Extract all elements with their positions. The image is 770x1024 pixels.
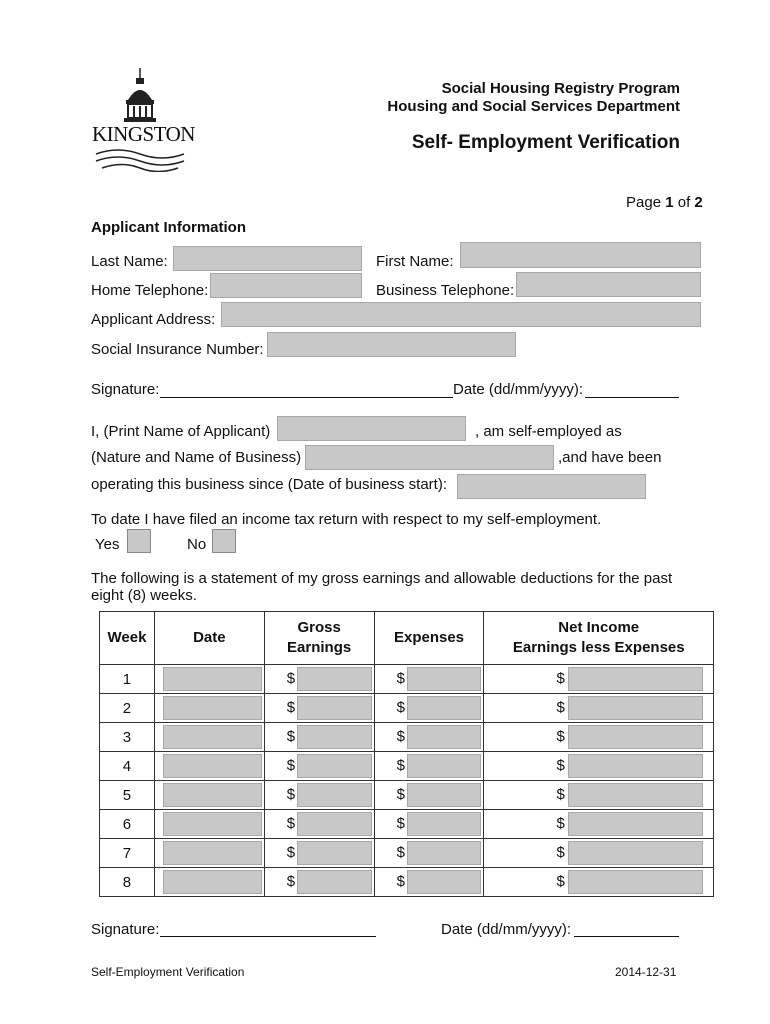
currency-symbol: $ <box>396 670 405 687</box>
net-income-field[interactable] <box>568 696 703 720</box>
week-cell <box>100 839 155 868</box>
gross-cell <box>264 694 374 723</box>
expenses-field[interactable] <box>407 696 482 720</box>
self-employed-as: , am self-employed as <box>475 423 622 440</box>
date-cell <box>154 665 264 694</box>
gross-cell <box>264 781 374 810</box>
currency-symbol: $ <box>396 815 405 832</box>
net-income-cell <box>484 781 714 810</box>
date-field[interactable] <box>163 754 262 778</box>
print-name-label: I, (Print Name of Applicant) <box>91 423 271 440</box>
net-income-cell <box>484 839 714 868</box>
currency-symbol: $ <box>286 670 296 687</box>
net-income-field[interactable] <box>568 725 703 749</box>
last-name-label: Last Name: <box>91 253 168 270</box>
week-cell <box>100 694 155 723</box>
program-name: Social Housing Registry Program <box>441 80 680 97</box>
date-cell <box>154 781 264 810</box>
week-number: 4 <box>122 757 132 775</box>
currency-symbol: $ <box>286 728 296 745</box>
date-label: Date (dd/mm/yyyy): <box>453 381 584 398</box>
currency-symbol: $ <box>556 786 565 803</box>
date-cell <box>154 723 264 752</box>
date-header-text: Date <box>193 629 226 646</box>
table-row <box>100 868 714 897</box>
gross-cell <box>264 839 374 868</box>
table-row <box>100 810 714 839</box>
date-line[interactable] <box>585 397 679 398</box>
net-header-line1: Net Income <box>558 619 640 636</box>
expenses-field[interactable] <box>407 754 482 778</box>
net-header-line2: Earnings less Expenses <box>512 639 685 656</box>
date-cell <box>154 694 264 723</box>
print-name-field[interactable] <box>277 416 466 441</box>
business-phone-field[interactable] <box>516 272 701 297</box>
expenses-cell <box>374 781 484 810</box>
signature-line[interactable] <box>160 397 453 398</box>
expenses-field[interactable] <box>407 725 482 749</box>
gross-cell <box>264 723 374 752</box>
gross-earnings-field[interactable] <box>297 841 372 865</box>
week-cell <box>100 723 155 752</box>
net-income-field[interactable] <box>568 667 703 691</box>
net-income-field[interactable] <box>568 841 703 865</box>
earnings-intro-line1: The following is a statement of my gross earnings and allowable deductions for the past <box>91 570 673 587</box>
home-phone-label: Home Telephone: <box>91 282 209 299</box>
currency-symbol: $ <box>556 728 565 745</box>
currency-symbol: $ <box>286 786 296 803</box>
table-row <box>100 752 714 781</box>
week-cell <box>100 810 155 839</box>
gross-header-line1: Gross <box>297 619 341 636</box>
yes-checkbox[interactable] <box>127 529 151 553</box>
table-row <box>100 781 714 810</box>
applicant-heading: Applicant Information <box>91 219 246 236</box>
bottom-date-label: Date (dd/mm/yyyy): <box>441 921 572 938</box>
net-income-field[interactable] <box>568 783 703 807</box>
bottom-signature-line[interactable] <box>160 936 376 937</box>
earnings-intro-line2: eight (8) weeks. <box>91 587 197 604</box>
week-number: 1 <box>122 670 132 688</box>
expenses-cell <box>374 839 484 868</box>
page-indicator <box>626 194 703 212</box>
address-label: Applicant Address: <box>91 311 216 328</box>
currency-symbol: $ <box>556 699 565 716</box>
currency-symbol: $ <box>286 815 296 832</box>
week-number: 2 <box>122 699 132 717</box>
table-row <box>100 839 714 868</box>
page-prefix: Page <box>626 194 662 211</box>
week-number: 5 <box>122 786 132 804</box>
page-title: Self- Employment Verification <box>411 132 680 153</box>
currency-symbol: $ <box>556 757 565 774</box>
gross-cell <box>264 752 374 781</box>
date-header <box>154 612 264 665</box>
signature-label: Signature: <box>91 381 160 398</box>
tax-return-statement: To date I have filed an income tax return with respect to my self-employment. <box>91 511 602 528</box>
currency-symbol: $ <box>556 873 565 890</box>
week-number: 3 <box>122 728 132 746</box>
sin-label: Social Insurance Number: <box>91 341 264 358</box>
currency-symbol: $ <box>286 757 296 774</box>
week-cell <box>100 868 155 897</box>
net-income-cell <box>484 810 714 839</box>
week-number: 6 <box>122 815 132 833</box>
bottom-date-line[interactable] <box>574 936 679 937</box>
date-field[interactable] <box>163 667 262 691</box>
expenses-field[interactable] <box>407 870 482 894</box>
department-name: Housing and Social Services Department <box>387 98 680 115</box>
net-income-field[interactable] <box>568 754 703 778</box>
gross-earnings-field[interactable] <box>297 812 372 836</box>
date-cell <box>154 839 264 868</box>
and-have-been: ,and have been <box>558 449 662 466</box>
gross-earnings-field[interactable] <box>297 696 372 720</box>
date-field[interactable] <box>163 870 262 894</box>
operating-since-label: operating this business since (Date of business start): <box>91 476 448 493</box>
expenses-cell <box>374 665 484 694</box>
last-name-field[interactable] <box>173 246 362 271</box>
currency-symbol: $ <box>396 786 405 803</box>
gross-cell <box>264 810 374 839</box>
first-name-label: First Name: <box>376 253 454 270</box>
gross-earnings-field[interactable] <box>297 725 372 749</box>
first-name-field[interactable] <box>460 242 701 268</box>
currency-symbol: $ <box>396 844 405 861</box>
expenses-cell <box>374 694 484 723</box>
date-cell <box>154 810 264 839</box>
date-field[interactable] <box>163 783 262 807</box>
table-row <box>100 723 714 752</box>
currency-symbol: $ <box>396 873 405 890</box>
table-header-row <box>100 612 714 665</box>
currency-symbol: $ <box>556 815 565 832</box>
business-phone-label: Business Telephone: <box>376 282 515 299</box>
week-header-text: Week <box>107 629 147 646</box>
footer-form-date: 2014-12-31 <box>615 965 677 979</box>
gross-earnings-field[interactable] <box>297 754 372 778</box>
page-current: 1 <box>665 194 674 211</box>
yes-label: Yes <box>95 536 120 553</box>
logo-wordmark: KINGSTON <box>92 122 195 146</box>
no-label: No <box>187 536 207 553</box>
page-of: of <box>677 194 691 211</box>
week-cell <box>100 665 155 694</box>
gross-earnings-header <box>264 612 374 665</box>
currency-symbol: $ <box>396 728 405 745</box>
expenses-field[interactable] <box>407 841 482 865</box>
table-row <box>100 694 714 723</box>
net-income-cell <box>484 665 714 694</box>
bottom-signature-label: Signature: <box>91 921 160 938</box>
gross-earnings-field[interactable] <box>297 870 372 894</box>
week-cell <box>100 752 155 781</box>
currency-symbol: $ <box>556 670 565 687</box>
no-checkbox[interactable] <box>212 529 236 553</box>
net-income-cell <box>484 752 714 781</box>
currency-symbol: $ <box>286 699 296 716</box>
expenses-cell <box>374 810 484 839</box>
gross-cell <box>264 665 374 694</box>
expenses-cell <box>374 723 484 752</box>
currency-symbol: $ <box>286 873 296 890</box>
home-phone-field[interactable] <box>210 273 362 298</box>
expenses-field[interactable] <box>407 812 482 836</box>
expenses-header-text: Expenses <box>393 629 465 646</box>
net-income-cell <box>484 723 714 752</box>
business-label: (Nature and Name of Business) <box>91 449 302 466</box>
earnings-table <box>99 611 714 897</box>
table-row <box>100 665 714 694</box>
net-income-field[interactable] <box>568 812 703 836</box>
currency-symbol: $ <box>396 699 405 716</box>
net-income-field[interactable] <box>568 870 703 894</box>
business-start-field[interactable] <box>457 474 646 499</box>
currency-symbol: $ <box>396 757 405 774</box>
city-hall-dome-icon <box>88 66 193 172</box>
net-income-cell <box>484 868 714 897</box>
business-field[interactable] <box>305 445 554 470</box>
footer-form-name: Self-Employment Verification <box>91 965 245 979</box>
week-number: 7 <box>122 844 132 862</box>
gross-cell <box>264 868 374 897</box>
page-total: 2 <box>694 194 703 211</box>
kingston-logo <box>88 66 193 172</box>
gross-earnings-field[interactable] <box>297 667 372 691</box>
week-cell <box>100 781 155 810</box>
date-field[interactable] <box>163 841 262 865</box>
week-number: 8 <box>122 873 132 891</box>
week-header <box>100 612 155 665</box>
currency-symbol: $ <box>286 844 296 861</box>
sin-field[interactable] <box>267 332 516 357</box>
date-field[interactable] <box>163 812 262 836</box>
expenses-header <box>374 612 484 665</box>
date-field[interactable] <box>163 725 262 749</box>
date-cell <box>154 868 264 897</box>
expenses-field[interactable] <box>407 667 482 691</box>
expenses-cell <box>374 868 484 897</box>
net-income-header <box>484 612 714 665</box>
expenses-cell <box>374 752 484 781</box>
date-cell <box>154 752 264 781</box>
gross-header-line2: Earnings <box>287 639 352 656</box>
address-field[interactable] <box>221 302 701 327</box>
gross-earnings-field[interactable] <box>297 783 372 807</box>
currency-symbol: $ <box>556 844 565 861</box>
expenses-field[interactable] <box>407 783 482 807</box>
net-income-cell <box>484 694 714 723</box>
date-field[interactable] <box>163 696 262 720</box>
